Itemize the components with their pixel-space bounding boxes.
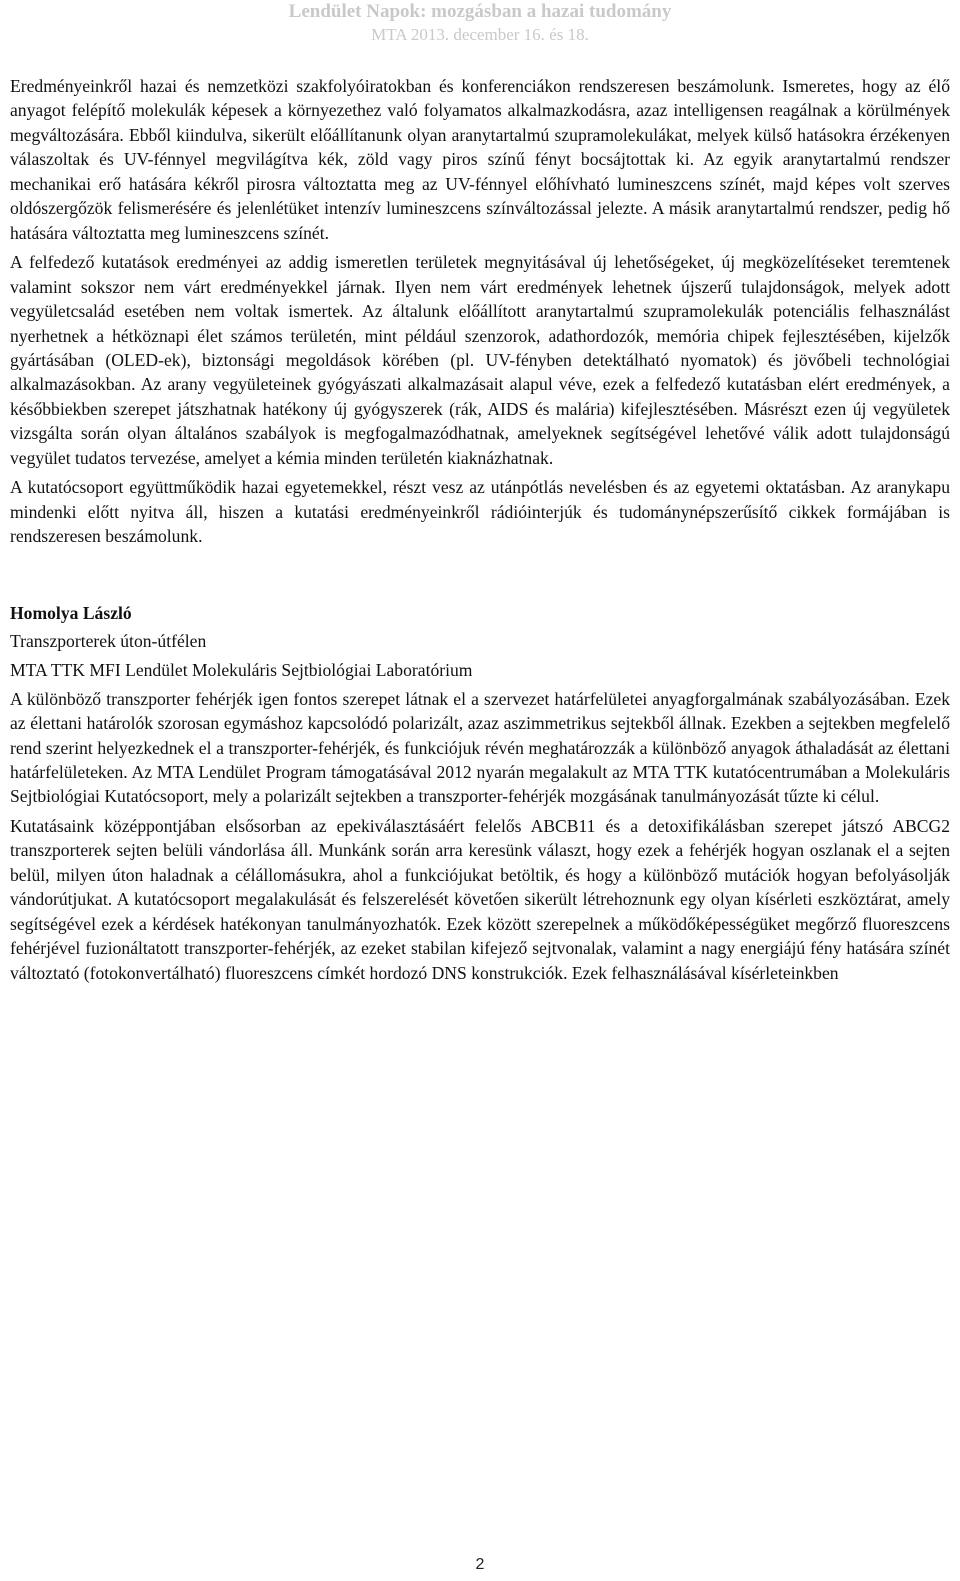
document-body xyxy=(10,74,950,990)
header-subtitle: MTA 2013. december 16. és 18. xyxy=(371,25,589,44)
abstract-section xyxy=(10,599,950,985)
body-paragraph: A felfedező kutatások eredményei az addig ismeretlen területek megnyitásával új lehetőségeket, új megközelítéseket teremtenek valamint sokszor nem várt eredményekkel járnak. Ilyen nem várt eredmények lehetnek újszerű tulajdonságok, melyek adott vegyületcsalád esetében nem voltak ismertek. Az általunk előállított aranytartalmú szupramolekulák potenciális felhasználást nyerhetnek a hétköznapi élet számos területén, mint például szenzorok, adathordozók, memória chipek fejlesztésében, kijelzők gyártásában (OLED-ek), biztonsági megoldások körében (pl. UV-fényben detektálható nyomatok) és jövőbeli technológiai alkalmazásokban. Az arany vegyületeinek gyógyászati alkalmazásait alapul véve, ezek a felfedező kutatásban elért eredmények, a későbbiekben szerepet játszhatnak hatékony új gyógyszerek (rák, AIDS és malária) kifejlesztésében. Másrészt ezen új vegyületek vizsgálta során olyan általános szabályok is megfogalmazódhatnak, amelyeknek segítségével lehetővé válik adott tulajdonságú vegyület tudatos tervezése, amelyet a kémia minden területén kiaknázhatnak. xyxy=(10,252,950,468)
page-number: 2 xyxy=(475,1556,485,1573)
page-header xyxy=(0,0,960,45)
author-name: Homolya László xyxy=(10,602,132,623)
header-title: Lendület Napok: mozgásban a hazai tudomány xyxy=(288,1,672,22)
section-paragraph: A különböző transzporter fehérjék igen fontos szerepet látnak el a szervezet határfelületei anyagforgalmának szabályozásában. Ezek az élettani határolók szorosan egymáshoz kapcsolódó polarizált, azaz aszimmetrikus sejtekből állnak. Ezekben a sejtekben megfelelő rend szerint helyezkednek el a transzporter-fehérjék, és funkciójuk révén meghatározzák a különböző anyagok áthaladását az élettani határfelületeken. Az MTA Lendület Program támogatásával 2012 nyarán megalakult az MTA TTK kutatócentrumában a Molekuláris Sejtbiológiai Kutatócsoport, mely a polarizált sejtekben a transzporter-fehérjék mozgásának tanulmányozását tűzte ki célul. xyxy=(10,688,950,807)
talk-title: Transzporterek úton-útfélen xyxy=(10,630,207,651)
section-paragraph: Kutatásaink középpontjában elsősorban az epekiválasztásáért felelős ABCB11 és a detoxifikálásban szerepet játszó ABCG2 transzporterek sejten belüli vándorlása áll. Munkánk során arra keresünk választ, hogy ezek a fehérjék hogyan oszlanak el a sejten belül, milyen úton haladnak a célállomásukra, ahol a funkciójukat betöltik, és hogy a különböző mutációk hogyan befolyásolják vándorútjukat. A kutatócsoport megalakulását és felszerelését követően sikerült létrehoznunk egy olyan kísérleti eszköztárat, amely segítségével ezek a kérdések hatékonyan tanulmányozhatók. Ezek között szerepelnek a működőképességüket megőrző fluoreszcens fehérjével fuzionáltatott transzporter-fehérjék, az ezeket stabilan kifejező sejtvonalak, valamint a nagy energiájú fény hatására színét változtató (fotokonvertálható) fluoreszcens címkét hordozó DNS konstrukciók. Ezek felhasználásával kísérleteinkben xyxy=(10,815,950,983)
body-paragraph: Eredményeinkről hazai és nemzetközi szakfolyóiratokban és konferenciákon rendszeresen beszámolunk. Ismeretes, hogy az élő anyagot felépítő molekulák képesek a környezethez való folyamatos alkalmazkodásra, azaz intelligensen reagálnak a körülmények megváltozására. Ebből kiindulva, sikerült előállítanunk olyan aranytartalmú szupramolekulákat, melyek külső hatásokra érzékenyen válaszoltak és UV-fénnyel megvilágítva kék, zöld vagy piros színű fényt bocsájtottak ki. Az egyik aranytartalmú rendszer mechanikai erő hatására kékről pirosra változtatta meg az UV-fénnyel előhívható lumineszcens színét, majd képes volt szerves oldószergőzök felismerésére és jelenlétüket intenzív lumineszcens színváltozással jelezte. A másik aranytartalmú rendszer, pedig hő hatására változtatta meg lumineszcens színét. xyxy=(10,76,950,243)
body-paragraph: A kutatócsoport együttműködik hazai egyetemekkel, részt vesz az utánpótlás nevelésben és az egyetemi oktatásban. Az aranykapu mindenki előtt nyitva áll, hiszen a kutatási eredményeinkről rádióinterjúk és tudománynépszerűsítő cikkek formájában is rendszeresen beszámolunk. xyxy=(10,477,950,547)
affiliation: MTA TTK MFI Lendület Molekuláris Sejtbiológiai Laboratórium xyxy=(10,659,473,680)
